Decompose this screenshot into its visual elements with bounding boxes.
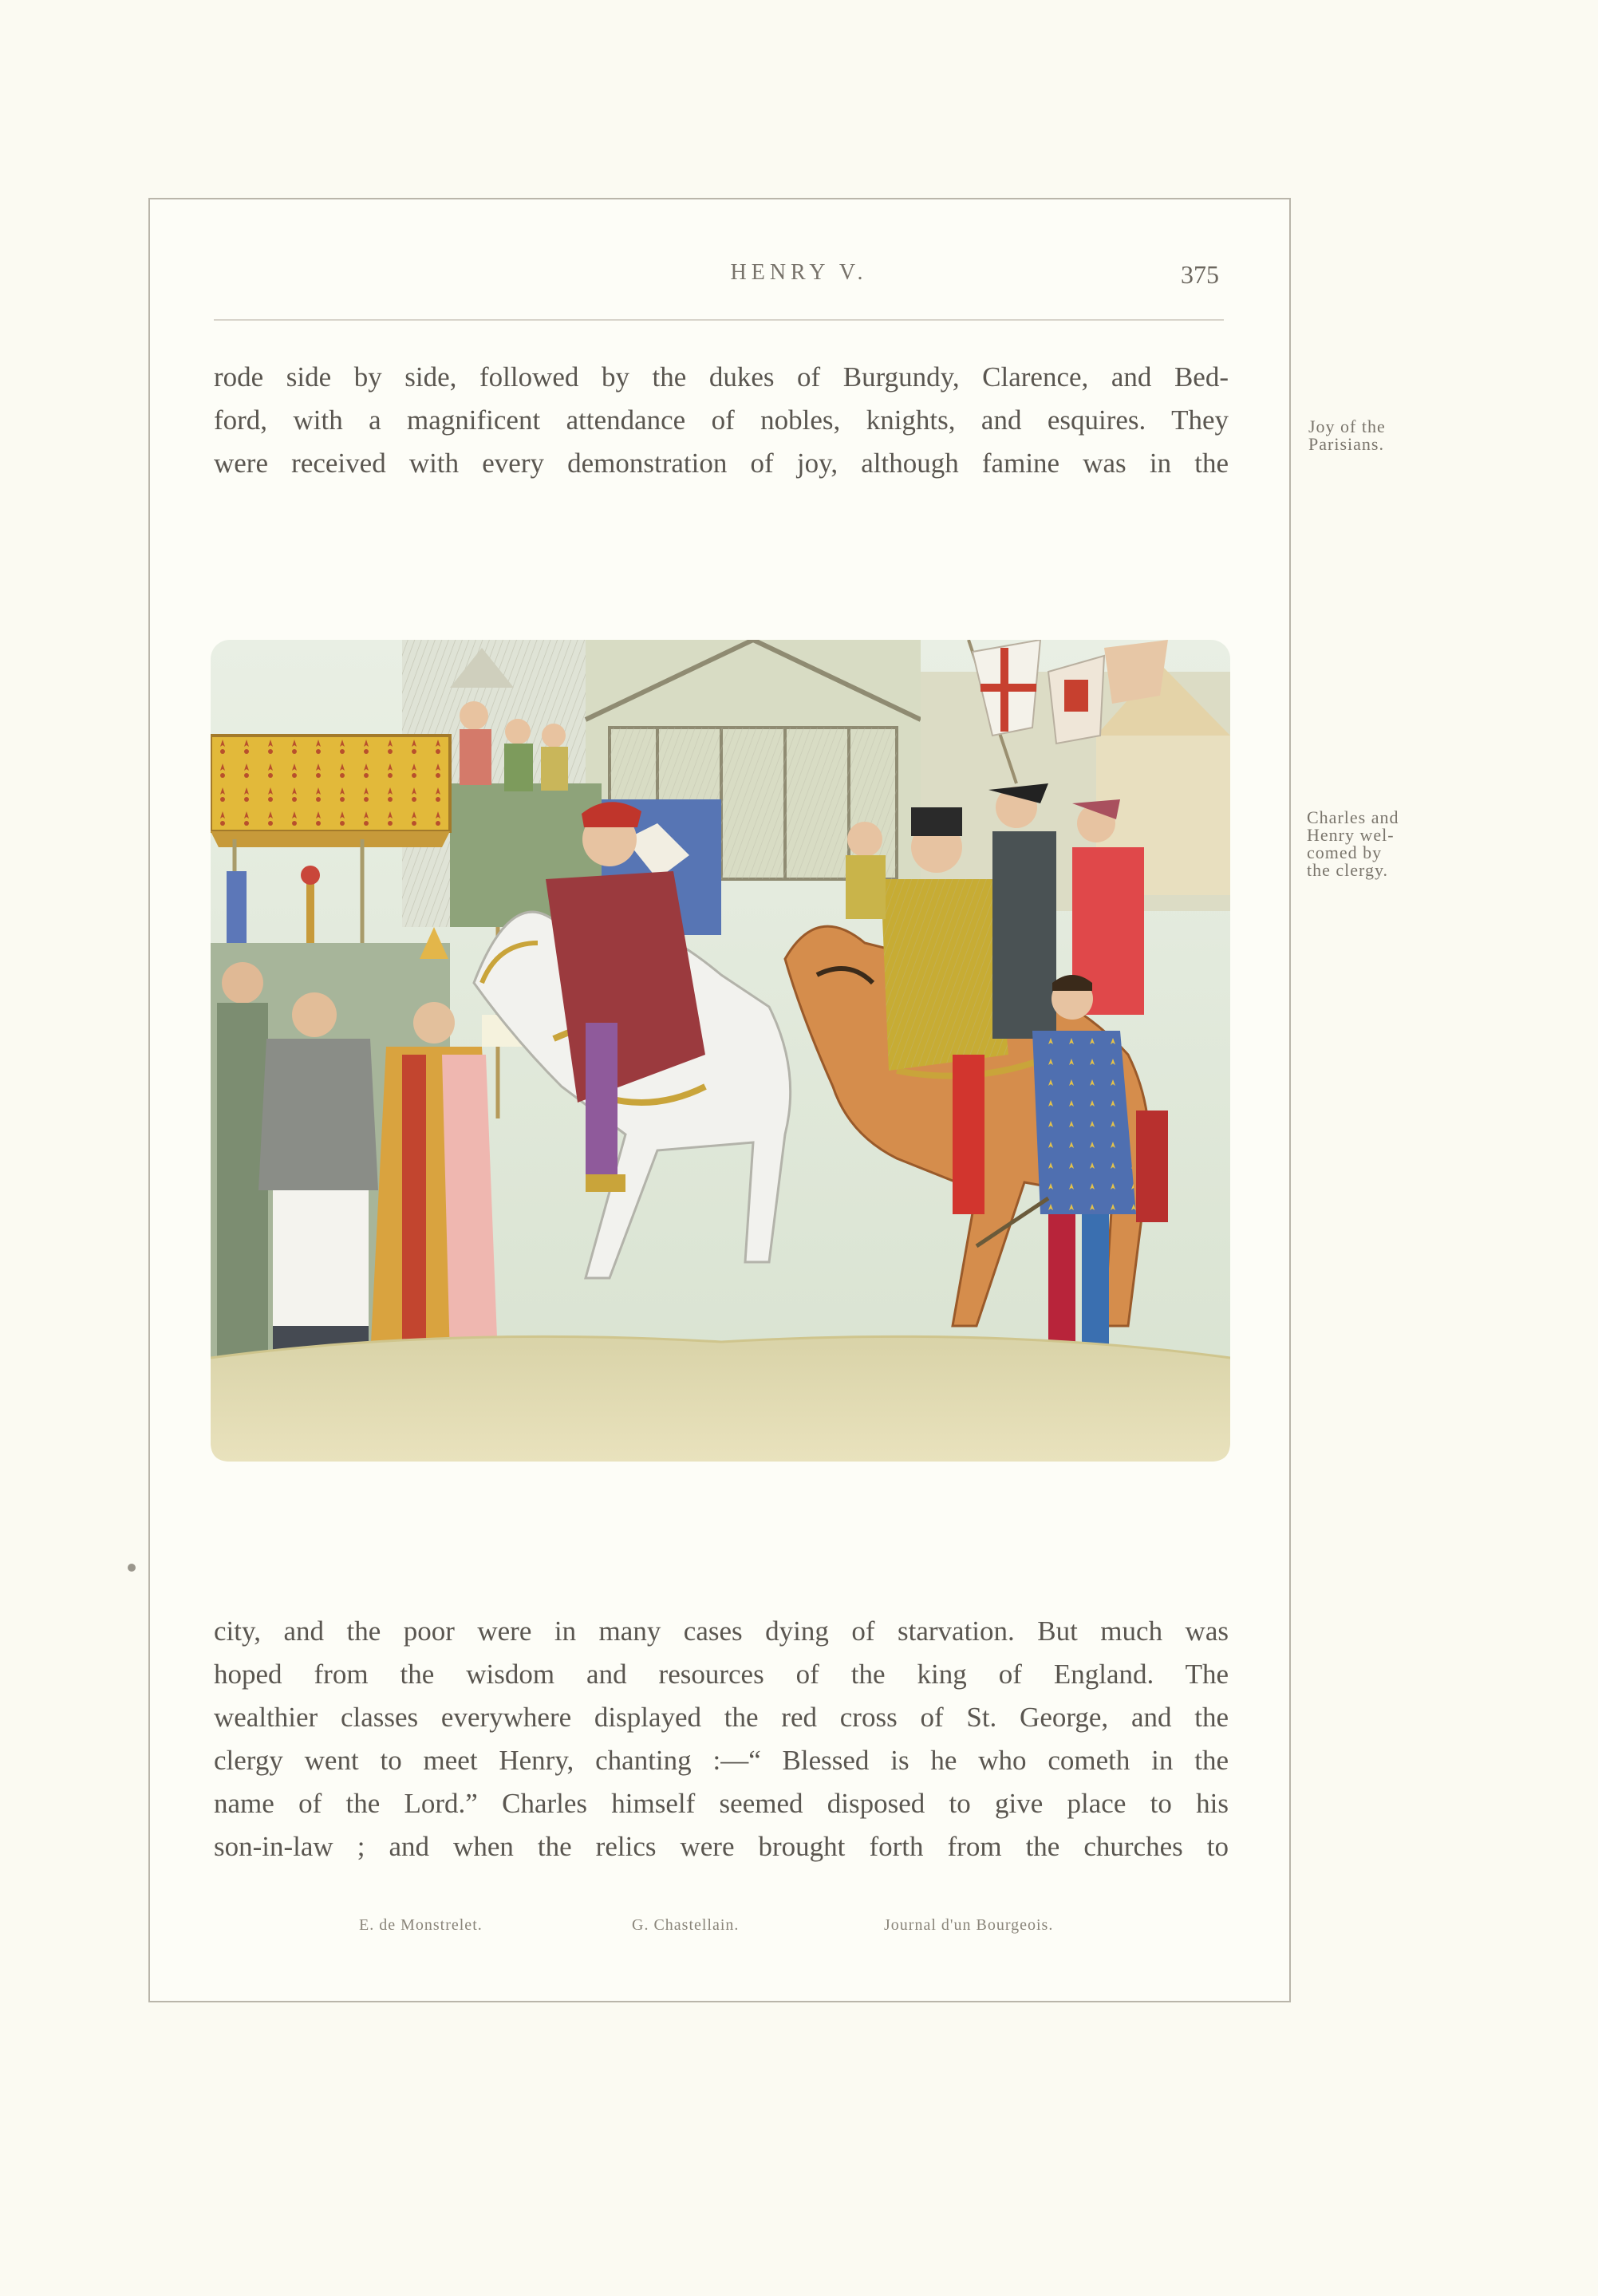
body-text-top — [214, 356, 1229, 485]
margin-note-line: comed by — [1307, 842, 1383, 862]
margin-note-welcome — [1307, 809, 1399, 879]
text-line: hoped from the wisdom and resources of the king of England. The — [214, 1659, 1229, 1690]
margin-note-line: Joy of the — [1308, 416, 1386, 436]
running-title: HENRY V. — [730, 260, 868, 285]
margin-note-line: Charles and — [1307, 807, 1399, 827]
text-line: were received with every demonstration of joy, although famine was in the — [214, 448, 1229, 479]
margin-note-line: the clergy. — [1307, 860, 1389, 880]
print-blemish — [128, 1564, 136, 1572]
text-line: wealthier classes everywhere displayed the red cross of St. George, and the — [214, 1702, 1229, 1733]
footnote-source: Journal d'un Bourgeois. — [884, 1916, 1054, 1934]
margin-note-joy — [1308, 418, 1386, 453]
page-number: 375 — [1181, 260, 1219, 289]
text-line: son-in-law ; and when the relics were brought forth from the churches to — [214, 1831, 1229, 1862]
header-rule — [214, 319, 1224, 321]
footnote-source: G. Chastellain. — [632, 1916, 740, 1934]
margin-note-line: Henry wel- — [1307, 825, 1395, 845]
footnote-source: E. de Monstrelet. — [359, 1916, 483, 1934]
cobbled-ground — [211, 1336, 1230, 1462]
text-line: ford, with a magnificent attendance of nobles, knights, and esquires. They — [214, 404, 1229, 436]
margin-note-line: Parisians. — [1308, 434, 1384, 454]
text-line: city, and the poor were in many cases dying of starvation. But much was — [214, 1615, 1229, 1647]
text-line: clergy went to meet Henry, chanting :—“ Blessed is he who cometh in the — [214, 1745, 1229, 1776]
body-text-bottom — [214, 1610, 1229, 1868]
text-line: name of the Lord.” Charles himself seemed disposed to give place to his — [214, 1788, 1229, 1819]
procession-illustration — [211, 640, 1230, 1462]
text-line: rode side by side, followed by the dukes of Burgundy, Clarence, and Bed- — [214, 361, 1229, 393]
